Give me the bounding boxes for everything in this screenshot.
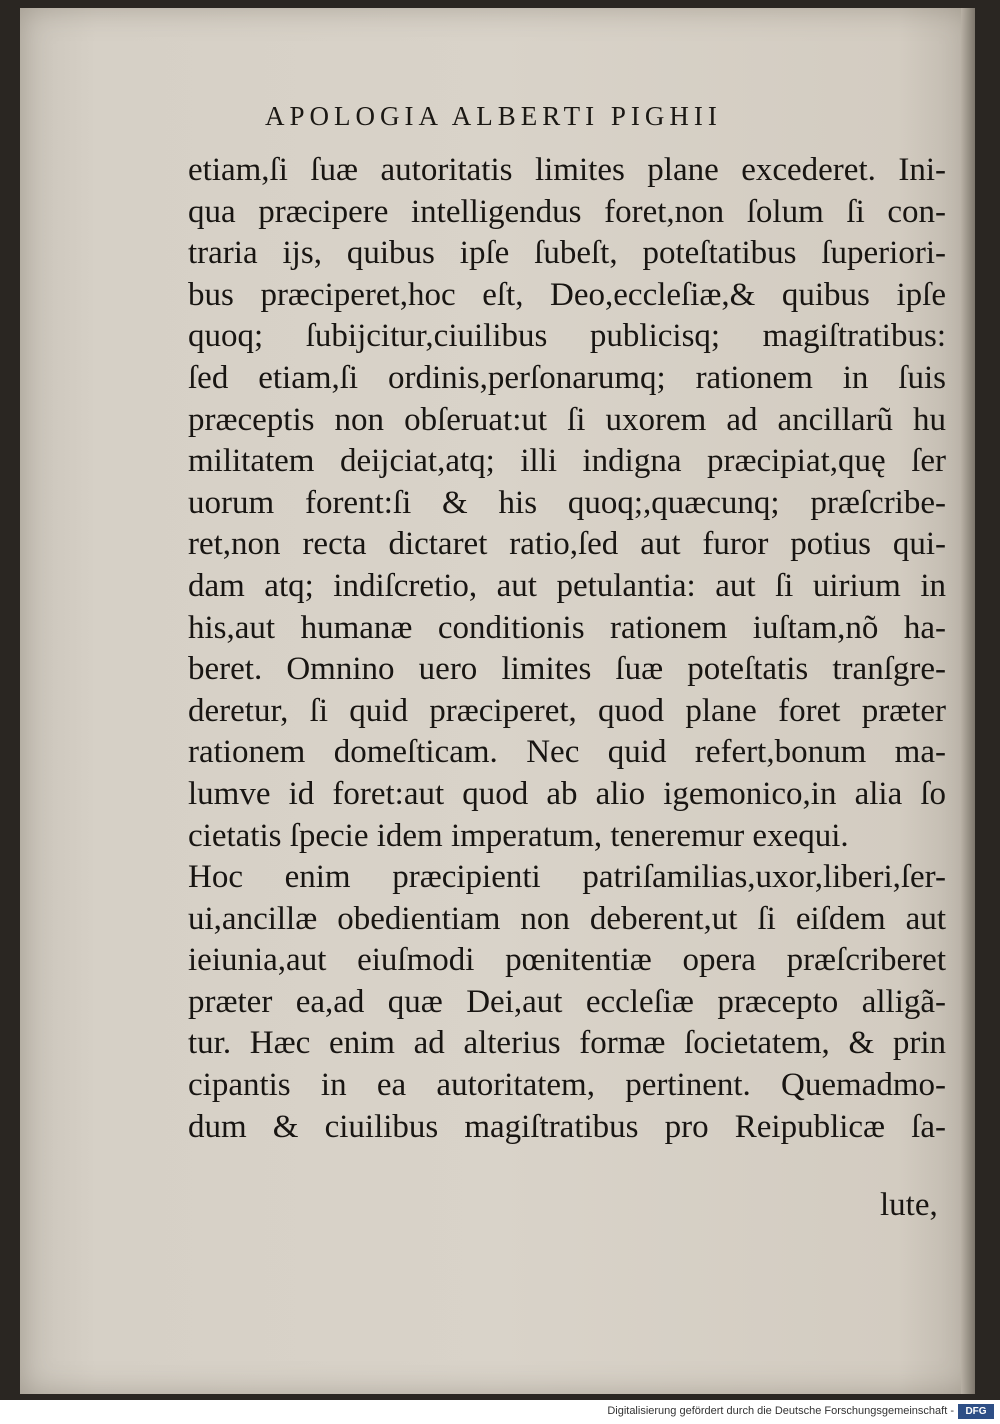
text-line: tur. Hæc enim ad alterius formæ ſocietatem, & prin bbox=[188, 1025, 946, 1062]
text-line: deretur, ſi quid præciperet, quod plane foret præter bbox=[188, 692, 946, 729]
text-line: ui,ancillæ obedientiam non deberent,ut ſi eiſdem aut bbox=[188, 900, 946, 937]
catchword: lute, bbox=[880, 1187, 938, 1223]
text-line: cipantis in ea autoritatem, pertinent. Quemadmo- bbox=[188, 1067, 946, 1104]
text-line: præceptis non obſeruat:ut ſi uxorem ad ancillarũ hu bbox=[188, 401, 946, 438]
funding-notice: Digitalisierung gefördert durch die Deutsche Forschungsgemeinschaft - bbox=[607, 1405, 954, 1417]
text-line: bus præciperet,hoc eſt, Deo,eccleſiæ,& quibus ipſe bbox=[188, 276, 946, 313]
text-line: ret,non recta dictaret ratio,ſed aut furor potius qui- bbox=[188, 526, 946, 563]
running-head: APOLOGIA ALBERTI PIGHII bbox=[265, 101, 722, 131]
text-line: dam atq; indiſcretio, aut petulantia: aut ſi uirium in bbox=[188, 567, 946, 604]
text-line: beret. Omnino uero limites ſuæ poteſtatis tranſgre- bbox=[188, 651, 946, 688]
dfg-logo: DFG bbox=[958, 1404, 994, 1419]
text-line: uorum forent:ſi & his quoq;,quæcunq; præſcribe- bbox=[188, 484, 946, 521]
text-line: qua præcipere intelligendus foret,non ſolum ſi con- bbox=[188, 193, 946, 230]
text-line: his,aut humanæ conditionis rationem iuſtam,nõ ha- bbox=[188, 609, 946, 646]
page-edge bbox=[961, 8, 975, 1394]
text-line: etiam,ſi ſuæ autoritatis limites plane excederet. Ini- bbox=[188, 152, 946, 188]
text-block bbox=[188, 150, 946, 1148]
text-line: Hoc enim præcipienti patriſamilias,uxor,liberi,ſer- bbox=[188, 859, 946, 896]
text-line: quoq; ſubijcitur,ciuilibus publicisq; magiſtratibus: bbox=[188, 318, 946, 355]
text-line: militatem deijciat,atq; illi indigna præcipiat,quę ſer bbox=[188, 443, 946, 480]
text-line: ieiunia,aut eiuſmodi pœnitentiæ opera præſcriberet bbox=[188, 942, 946, 979]
text-line: præter ea,ad quæ Dei,aut eccleſiæ præcepto alligã- bbox=[188, 983, 946, 1020]
text-line: traria ijs, quibus ipſe ſubeſt, poteſtatibus ſuperiori- bbox=[188, 235, 946, 272]
text-line: ſed etiam,ſi ordinis,perſonarumq; rationem in ſuis bbox=[188, 359, 946, 396]
text-line: rationem domeſticam. Nec quid refert,bonum ma- bbox=[188, 734, 946, 771]
text-line: lumve id foret:aut quod ab alio igemonico,in alia ſo bbox=[188, 775, 946, 812]
text-line: cietatis ſpecie idem imperatum, teneremur exequi. bbox=[188, 817, 849, 854]
footer bbox=[0, 1400, 1000, 1424]
text-line: dum & ciuilibus magiſtratibus pro Reipublicæ ſa- bbox=[188, 1108, 946, 1145]
